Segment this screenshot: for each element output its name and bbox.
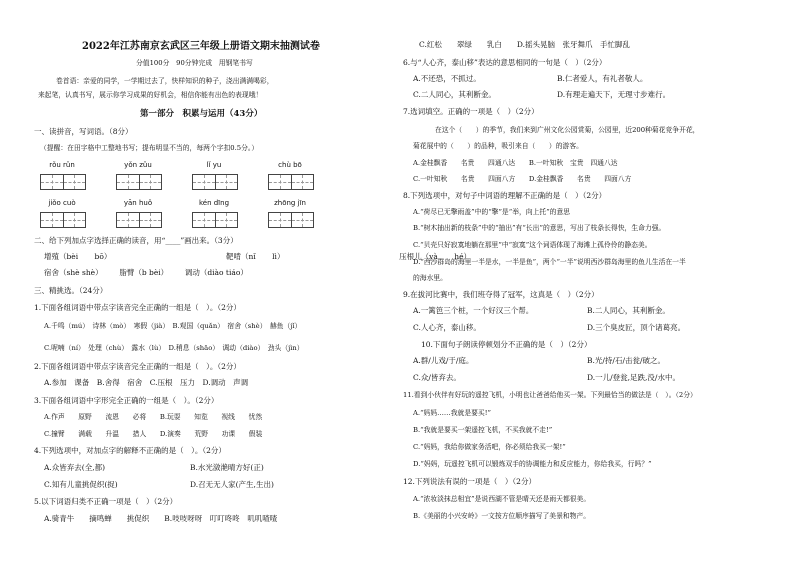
writing-grid[interactable] [192,212,238,228]
q11-title: 11.看到小伙伴有好玩的遥控飞机，小明也让爸爸给他买一架。下列最恰当的做法是（ ）。（2分） [403,391,697,399]
pinyin-2: yǒn zǔu [124,161,152,169]
q6-opt-b: B.仁者爱人，有礼者敬人。 [557,74,648,83]
q6-title: 6.与“人心齐，泰山移”表达的意思相同的一句是（ ）（2分） [403,58,607,67]
q1-opt-cd: C.呢喃（ní） 处理（chù） 露水（lù） D.稍息（shāo） 调动（diào） 劲头（jìn） [44,344,304,352]
q8-opt-a: A.“荷尽已无擎雨盖”中的“擎”是“举，向上托”的意思 [413,208,571,216]
q9-title: 9.在拔河比赛中，我们班夺得了冠军，这真是（ ）（2分） [403,290,599,299]
q5-options-cd: C.红松 翠绿 乳白 D.摇头晃脑 张牙舞爪 手忙脚乱 [419,40,630,49]
writing-grid[interactable] [116,174,162,190]
writing-grid[interactable] [40,212,86,228]
q6-opt-a: A.不还恐，不抓过。 [413,74,481,83]
q10-opt-c: C.众/皆弃去。 [413,373,461,382]
q8-opt-c: C.“贝壳只好寂寞地躺在那里”中“寂寞”这个词语体现了海滩上孤伶伶的静态美。 [413,241,652,249]
q5-options: A.骑青牛 摘鸣蝉 挑促织 B.吱吱呀呀 叮叮咚咚 叽叽喳喳 [44,514,278,523]
pinyin-5: jiǒo cuò [48,199,76,207]
q7-opt-ab: A.金桂飘香 名贵 四通八达 B.一叶知秋 宝贵 四通八达 [413,159,618,167]
q10-opt-b: B.光/持/石/击瓮/破之。 [587,356,666,365]
q11-opt-d: D.“妈妈，玩遥控飞机可以锻炼双手的协调能力和反应能力，你给我买，行吗？” [413,460,652,468]
q7-text-2: 菊花展中的（ ）的品种，吸引来自（ ）的游客。 [413,142,583,150]
q9-opt-c: C.人心齐，泰山移。 [413,323,481,332]
q1-title: 1.下面各组词语中带点字读音完全正确的一组是（ ）。（2分） [34,303,241,312]
q4-opt-b: B.水光潋滟晴方好(正) [190,463,264,472]
q-two-item: 调动（diào tiáo） [184,268,248,277]
pinyin-4: chù bō [278,161,302,169]
q4-title: 4.下列选项中，对加点字的解释不正确的是（ ）。（2分） [34,446,226,455]
q-two-item: 脂臂（b bèi） [119,268,169,277]
q9-opt-d: D.三个臭皮匠，顶个诸葛亮。 [587,323,686,332]
writing-grid[interactable] [268,212,314,228]
writing-grid[interactable] [268,174,314,190]
writing-grid[interactable] [116,212,162,228]
q8-opt-d-cont: 的海水里。 [413,274,447,282]
q3-title: 3.下面各组词语中字形完全正确的一组是（ ）。（2分） [34,396,219,405]
q8-opt-d: D.“西沙群岛的海里一半是水，一半是鱼”，两个“一半”说明西沙群岛海里的鱼儿生活在一半 [413,258,686,266]
q2-title: 2.下面各组词语中带点字读音完全正确的一组是（ ）。（2分） [34,362,241,371]
q7-text-1: 在这个（ ）的季节，我们来到广州文化公园赏菊，公园里，近200种菊花竞争开花， [435,126,700,134]
q1-opt-ab: A.千鸣（mú） 诗林（mò） 寒假（jià） B.观国（quǎn） 宿舍（shè） 赫鱼（jǐ） [44,322,302,330]
q11-opt-c: C.“妈妈，我给你做家务活吧，你必须给我买一架!” [413,443,566,451]
q4-opt-d: D.召无无人家(产生,生出) [190,480,274,489]
q-two-item: 压根儿（yà hé） [399,252,472,261]
q-one-tip: （提醒：在田字格中工整地书写；提布明显不当的，每两个字扣0.5分。） [40,144,259,152]
q-two-title: 二、给下列加点字选择正确的读音，用“____”画出来。（3分） [34,236,238,245]
q4-opt-c: C.知有儿童挑促织(捉) [44,480,118,489]
q8-title: 8.下列选项中，对句子中词语的理解不正确的是（ ）（2分） [403,191,607,200]
intro-line-1: 卷首语：亲爱的同学，一学期过去了，快样知识的种子，浇出满满喝彩， [56,77,274,85]
q-three-title: 三、精挑选。（24分） [34,286,108,295]
q2-options: A.参加 课备 B.舍得 宿舍 C.压根 压力 D.调动 声调 [44,378,249,387]
writing-grid[interactable] [40,174,86,190]
q7-opt-cd: C.一叶知秋 名贵 四面八方 D.金桂飘香 名贵 四面八方 [413,175,632,183]
intro-line-2: 来起笔，认真书写，展示你学习成果的好机会，相信你能有出色的表现哦！ [38,91,263,99]
pinyin-1: rǒu rǔn [49,161,75,169]
q10-opt-d: D.一儿/登瓮,足跌,没/水中。 [587,373,680,382]
writing-grid[interactable] [192,174,238,190]
exam-meta: 分值100分 90分钟完成 用钢笔书写 [136,59,253,67]
q6-opt-c: C.二人同心，其利断金。 [413,90,496,99]
q7-title: 7.选词填空。正确的一项是（ ）（2分） [403,107,539,116]
q9-opt-b: B.二人同心，其利断金。 [587,306,670,315]
q3-opt-ab: A.作声 原野 流恩 必将 B.玩耍 知览 视线 忧然 [44,413,263,421]
q12-opt-a: A.“浓妆淡抹总相宜”是说西湖不管是晴天还是雨天都很美。 [413,495,591,503]
q-one-title: 一、读拼音，写词语。（8分） [34,127,133,136]
q12-opt-b: B.《美丽的小兴安岭》一文按方位顺序描写了美景和物产。 [413,512,591,520]
q4-opt-a: A.众皆弃去(全,都) [44,463,106,472]
q9-opt-a: A.一篱笆三个桩，一个好汉三个帮。 [413,306,534,315]
pinyin-7: kén dīng [198,199,230,207]
part1-title: 第一部分 积累与运用（43分） [140,109,263,119]
pinyin-8: zhōng jīn [274,199,306,207]
exam-title: 2022年江苏南京玄武区三年级上册语文期末抽测试卷 [82,41,320,52]
q-two-item: 宿舍（shè shè） [44,268,103,277]
q-two-item: 靶啃（nǐ lì） [226,252,285,261]
q-two-item: 增殖（bèi bō） [44,252,112,261]
pinyin-6: yān huǒ [123,199,153,207]
q6-opt-d: D.有理走遍天下，无理寸步难行。 [557,90,671,99]
q12-title: 12.下列说法有误的一项是（ ）（2分） [403,477,536,486]
q8-opt-b: B.“树木抽出新的枝条”中的“抽出”有“长出”的意思，写出了枝条长得快，生命力强。 [413,224,666,232]
q10-title: 10.下面句子朗读停顿划分不正确的是（ ）（2分） [421,340,592,349]
q3-opt-cd: C.撞臂 满载 升温 措人 D.演奏 荒野 功课 假装 [44,430,263,438]
q10-opt-a: A.群/儿戏/于/庭。 [413,356,474,365]
q11-opt-b: B.“我就是要买一架遥控飞机，不买我就不走!” [413,426,553,434]
q-two-row2 [44,268,248,278]
pinyin-3: lǐ yu [206,161,222,169]
q5-title: 5.以下词语归类不正确一项是（ ）（2分） [34,497,178,506]
q11-opt-a: A.“妈妈……我就是要买!” [413,409,491,417]
q-two-row1 [44,252,471,262]
